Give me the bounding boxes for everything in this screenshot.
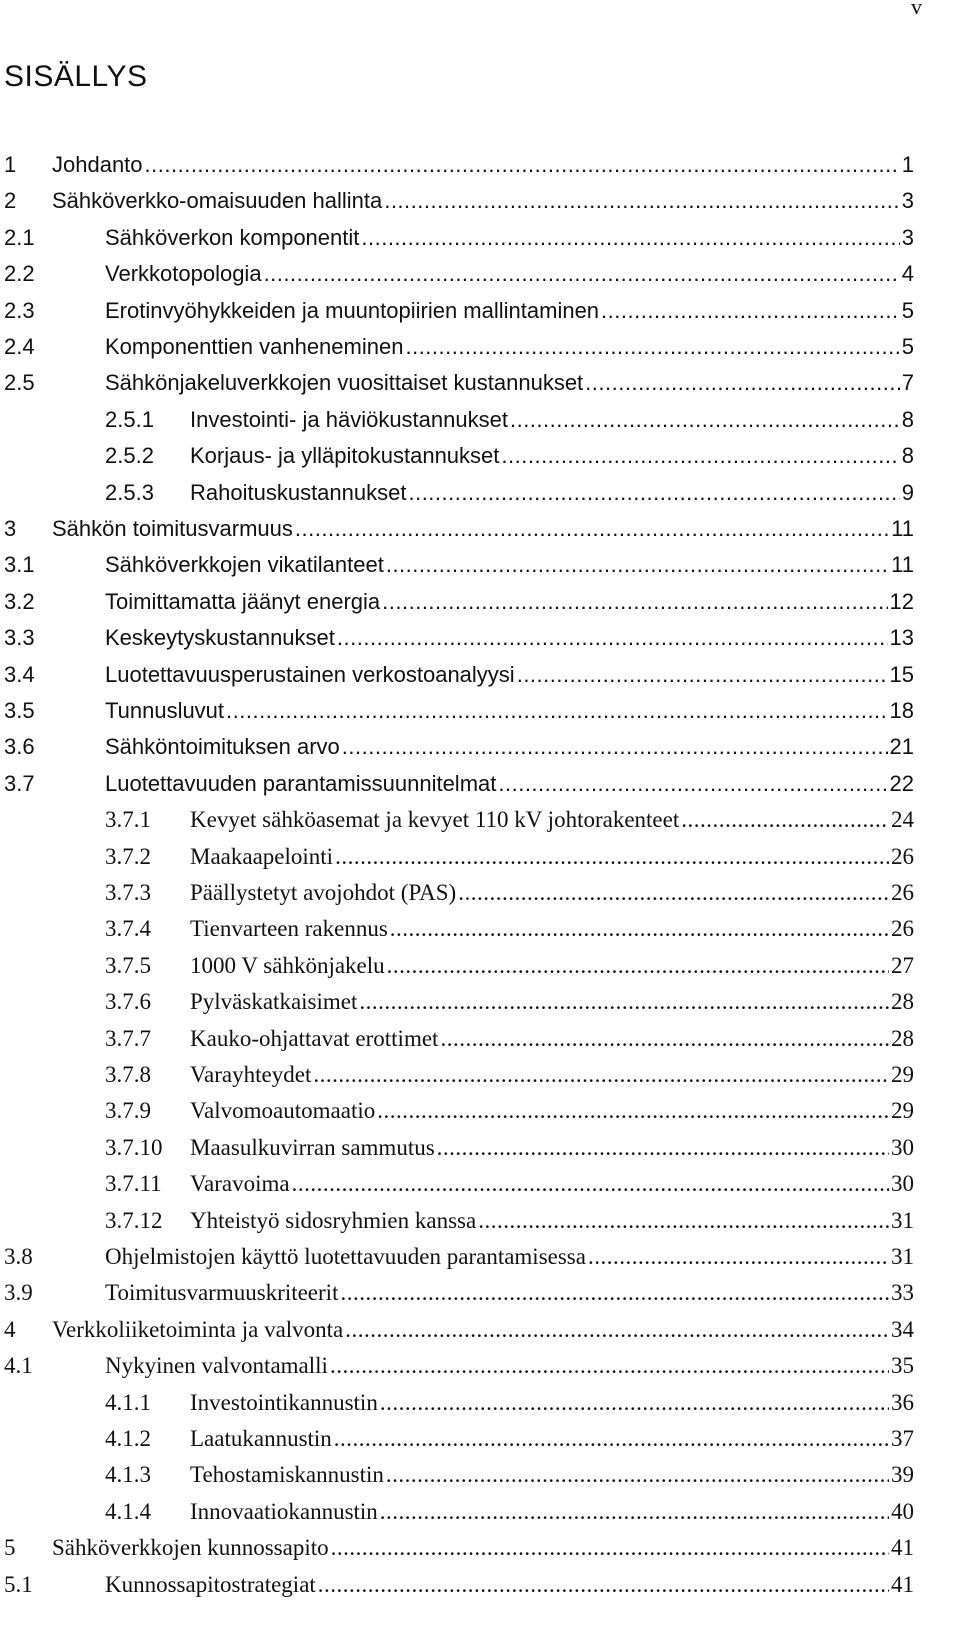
toc-entry-number: 3.4	[4, 662, 35, 687]
toc-entry-page[interactable]: 37	[891, 1426, 914, 1451]
toc-entry-page[interactable]: 8	[901, 407, 914, 432]
dot-leader	[508, 403, 900, 437]
toc-entry-page[interactable]: 27	[891, 953, 914, 978]
toc-entry[interactable]	[0, 730, 914, 764]
toc-entry[interactable]	[0, 1458, 914, 1492]
toc-entry[interactable]	[0, 1022, 914, 1056]
toc-entry-line	[105, 767, 914, 801]
toc-entry-title[interactable]: Rahoituskustannukset	[190, 480, 407, 505]
toc-entry-page[interactable]: 3	[901, 225, 914, 250]
toc-entry-title[interactable]: Maasulkuvirran sammutus	[190, 1135, 435, 1160]
toc-entry-line	[105, 294, 914, 328]
toc-entry-page[interactable]: 12	[889, 589, 914, 614]
toc-entry-title[interactable]: Kevyet sähköasemat ja kevyet 110 kV johtorakenteet	[190, 807, 680, 832]
toc-entry[interactable]	[0, 148, 914, 182]
toc-entry-number: 3.7.5	[105, 953, 151, 978]
toc-entry-title[interactable]: Tienvarteen rakennus	[190, 916, 388, 941]
toc-entry-page[interactable]: 30	[891, 1171, 914, 1196]
toc-entry-title[interactable]: Korjaus- ja ylläpitokustannukset	[190, 443, 500, 468]
toc-entry[interactable]	[0, 1240, 914, 1274]
toc-entry-line	[190, 876, 914, 910]
toc-entry-page[interactable]: 5	[901, 334, 914, 359]
toc-entry-page[interactable]: 29	[891, 1098, 914, 1123]
dot-leader	[435, 1131, 889, 1165]
toc-entry[interactable]	[0, 548, 914, 582]
toc-entry-number: 4	[4, 1317, 16, 1342]
toc-entry-title[interactable]: Sähkönjakeluverkkojen vuosittaiset kustannukset	[105, 370, 584, 395]
toc-entry[interactable]	[0, 294, 914, 328]
page-number: v	[911, 0, 922, 19]
toc-entry-title[interactable]: Verkkotopologia	[105, 261, 262, 286]
toc-entry-number: 4.1.3	[105, 1462, 151, 1487]
toc-entry-number: 5	[4, 1535, 16, 1560]
dot-leader	[328, 1349, 889, 1383]
toc-heading: SISÄLLYS	[4, 60, 148, 93]
toc-entry-line	[190, 912, 914, 946]
toc-entry[interactable]	[0, 621, 914, 655]
toc-entry[interactable]	[0, 366, 914, 400]
toc-entry-line	[105, 366, 914, 400]
toc-entry-number: 2.5.3	[105, 480, 154, 505]
toc-entry-line	[190, 1131, 914, 1165]
toc-entry-page[interactable]: 5	[901, 298, 914, 323]
dot-leader	[583, 366, 900, 400]
toc-entry-page[interactable]: 33	[891, 1280, 914, 1305]
toc-entry[interactable]	[0, 1204, 914, 1238]
toc-entry[interactable]	[0, 1276, 914, 1310]
toc-entry-number: 3.7.2	[105, 844, 151, 869]
toc-entry-line	[190, 403, 914, 437]
toc-entry-page[interactable]: 3	[901, 188, 914, 213]
toc-entry-number: 3.2	[4, 589, 35, 614]
toc-entry-title[interactable]: Ohjelmistojen käyttö luotettavuuden parantamisessa	[105, 1244, 586, 1269]
toc-entry-title[interactable]: Valvomoautomaatio	[190, 1098, 376, 1123]
dot-leader	[385, 949, 889, 983]
dot-leader	[262, 257, 900, 291]
dot-leader	[586, 1240, 889, 1274]
toc-entry-title[interactable]: Verkkoliiketoiminta ja valvonta	[52, 1317, 344, 1342]
toc-entry-title[interactable]: Johdanto	[52, 152, 143, 177]
dot-leader	[333, 840, 889, 874]
toc-entry-line	[190, 949, 914, 983]
toc-entry[interactable]	[0, 221, 914, 255]
toc-entry-title[interactable]: Sähköverkkojen vikatilanteet	[105, 552, 384, 577]
toc-entry-title[interactable]: 1000 V sähkönjakelu	[190, 953, 385, 978]
toc-entry-title[interactable]: Päällystetyt avojohdot (PAS)	[190, 880, 457, 905]
toc-entry-number: 3.7.1	[105, 807, 151, 832]
toc-entry-title[interactable]: Investointi- ja häviökustannukset	[190, 407, 508, 432]
toc-entry-number: 3.7.11	[105, 1171, 162, 1196]
toc-entry-line	[190, 1495, 914, 1529]
dot-leader	[438, 1022, 889, 1056]
toc-entry-line	[105, 1240, 914, 1274]
toc-entry-title[interactable]: Luotettavuuden parantamissuunnitelmat	[105, 771, 497, 796]
toc-entry[interactable]	[0, 876, 914, 910]
toc-entry-number: 2.1	[4, 225, 35, 250]
toc-entry-line	[190, 1204, 914, 1238]
toc-entry-line	[190, 1386, 914, 1420]
dot-leader	[515, 658, 888, 692]
toc-entry-line	[190, 1458, 914, 1492]
toc-entry-title[interactable]: Pylväskatkaisimet	[190, 989, 358, 1014]
toc-entry[interactable]	[0, 658, 914, 692]
toc-entry-line	[105, 658, 914, 692]
toc-entry-line	[190, 1094, 914, 1128]
dot-leader	[338, 1276, 889, 1310]
dot-leader	[384, 548, 889, 582]
toc-entry-number: 3.7.10	[105, 1135, 163, 1160]
toc-entry-line	[190, 476, 914, 510]
dot-leader	[359, 221, 899, 255]
dot-leader	[293, 512, 889, 546]
dot-leader	[340, 730, 888, 764]
dot-leader	[375, 1094, 889, 1128]
toc-entry-title[interactable]: Innovaatiokannustin	[190, 1499, 378, 1524]
toc-entry-title[interactable]: Sähkön toimitusvarmuus	[52, 516, 293, 541]
toc-entry-page[interactable]: 1	[901, 152, 914, 177]
toc-entry-page[interactable]: 41	[891, 1535, 914, 1560]
toc-entry-line	[105, 1568, 914, 1602]
toc-entry-number: 5.1	[4, 1572, 33, 1597]
toc-entry-line	[52, 1531, 914, 1565]
toc-entry-page[interactable]: 24	[891, 807, 914, 832]
dot-leader	[332, 1422, 889, 1456]
toc-entry-title[interactable]: Sähköverkon komponentit	[105, 225, 360, 250]
dot-leader	[384, 1458, 889, 1492]
toc-entry[interactable]	[0, 403, 914, 437]
dot-leader	[380, 585, 887, 619]
toc-entry[interactable]	[0, 330, 914, 364]
dot-leader	[316, 1568, 889, 1602]
toc-entry-line	[52, 184, 914, 218]
toc-entry-number: 2.2	[4, 261, 35, 286]
toc-entry-page[interactable]: 40	[891, 1499, 914, 1524]
toc-entry-title[interactable]: Sähköntoimituksen arvo	[105, 734, 340, 759]
toc-entry[interactable]	[0, 1386, 914, 1420]
toc-entry-page[interactable]: 29	[891, 1062, 914, 1087]
toc-entry-number: 3.7.6	[105, 989, 151, 1014]
toc-entry-line	[190, 840, 914, 874]
toc-entry-number: 2.5.1	[105, 407, 154, 432]
toc-entry-page[interactable]: 34	[891, 1317, 914, 1342]
toc-entry-line	[190, 439, 914, 473]
toc-entry-page[interactable]: 18	[889, 698, 914, 723]
toc-entry-line	[105, 257, 914, 291]
toc-entry-number: 1	[4, 152, 17, 177]
toc-entry[interactable]	[0, 840, 914, 874]
toc-entry-page[interactable]: 28	[891, 1026, 914, 1051]
toc-entry[interactable]	[0, 1422, 914, 1456]
toc-entry-line	[190, 1022, 914, 1056]
toc-entry[interactable]	[0, 585, 914, 619]
toc-entry-line	[190, 1422, 914, 1456]
toc-entry-number: 3.7.3	[105, 880, 151, 905]
toc-entry-number: 2.3	[4, 298, 35, 323]
toc-entry-page[interactable]: 26	[891, 844, 914, 869]
toc-entry-title[interactable]: Tunnusluvut	[105, 698, 225, 723]
toc-entry-line	[105, 221, 914, 255]
toc-entry-line	[190, 803, 914, 837]
toc-entry-line	[105, 1349, 914, 1383]
dot-leader	[599, 294, 900, 328]
toc-entry-line	[105, 621, 914, 655]
dot-leader	[499, 439, 899, 473]
toc-entry-title[interactable]: Nykyinen valvontamalli	[105, 1353, 328, 1378]
toc-entry-line	[52, 1313, 914, 1347]
dot-leader	[311, 1058, 889, 1092]
dot-leader	[388, 912, 889, 946]
toc-entry-page[interactable]: 35	[891, 1353, 914, 1378]
toc-entry-page[interactable]: 30	[891, 1135, 914, 1160]
dot-leader	[357, 985, 889, 1019]
toc-entry-number: 3.7.12	[105, 1208, 163, 1233]
toc-entry[interactable]	[0, 439, 914, 473]
toc-entry[interactable]	[0, 803, 914, 837]
toc-entry-page[interactable]: 39	[891, 1462, 914, 1487]
toc-entry[interactable]	[0, 257, 914, 291]
toc-entry[interactable]	[0, 1167, 914, 1201]
toc-entry-page[interactable]: 15	[889, 662, 914, 687]
toc-entry[interactable]	[0, 184, 914, 218]
toc-entry-line	[105, 1276, 914, 1310]
toc-entry[interactable]	[0, 912, 914, 946]
toc-entry-line	[52, 512, 914, 546]
toc-entry-page[interactable]: 8	[901, 443, 914, 468]
dot-leader	[343, 1313, 889, 1347]
toc-entry-page[interactable]: 41	[891, 1572, 914, 1597]
toc-entry-number: 3.7.7	[105, 1026, 151, 1051]
toc-entry[interactable]	[0, 949, 914, 983]
toc-entry-page[interactable]: 31	[891, 1208, 914, 1233]
toc-entry-page[interactable]: 26	[891, 916, 914, 941]
toc-entry-title[interactable]: Erotinvyöhykkeiden ja muuntopiirien mallintaminen	[105, 298, 600, 323]
toc-entry[interactable]	[0, 1531, 914, 1565]
dot-leader	[496, 767, 887, 801]
toc-entry-number: 4.1.2	[105, 1426, 151, 1451]
toc-entry-page[interactable]: 22	[889, 771, 914, 796]
toc-entry[interactable]	[0, 985, 914, 1019]
dot-leader	[476, 1204, 889, 1238]
toc-entry-page[interactable]: 36	[891, 1390, 914, 1415]
toc-entry-title[interactable]: Komponenttien vanheneminen	[105, 334, 404, 359]
toc-entry-line	[52, 148, 914, 182]
toc-entry[interactable]	[0, 1313, 914, 1347]
toc-entry-title[interactable]: Luotettavuusperustainen verkostoanalyysi	[105, 662, 515, 687]
toc-entry[interactable]	[0, 767, 914, 801]
dot-leader	[329, 1531, 889, 1565]
toc-entry-number: 3.9	[4, 1280, 33, 1305]
toc-entry-page[interactable]: 7	[901, 370, 914, 395]
toc-entry-title[interactable]: Kauko-ohjattavat erottimet	[190, 1026, 439, 1051]
toc-entry-page[interactable]: 4	[901, 261, 914, 286]
toc-entry-title[interactable]: Laatukannustin	[190, 1426, 332, 1451]
toc-entry-number: 3.1	[4, 552, 35, 577]
dot-leader	[456, 876, 889, 910]
toc-entry-title[interactable]: Kunnossapitostrategiat	[105, 1572, 316, 1597]
toc-entry-number: 2.5	[4, 370, 35, 395]
dot-leader	[290, 1167, 889, 1201]
toc-entry-title[interactable]: Sähköverkko-omaisuuden hallinta	[52, 188, 383, 213]
toc-entry-number: 4.1.4	[105, 1499, 151, 1524]
toc-entry[interactable]	[0, 1094, 914, 1128]
toc-entry-number: 2.5.2	[105, 443, 154, 468]
toc-entry-title[interactable]: Toimitusvarmuuskriteerit	[105, 1280, 339, 1305]
toc-entry-page[interactable]: 11	[891, 516, 914, 541]
toc-entry-title[interactable]: Maakaapelointi	[190, 844, 334, 869]
toc-entry[interactable]	[0, 1568, 914, 1602]
toc-entry-page[interactable]: 11	[891, 552, 914, 577]
toc-entry-line	[105, 585, 914, 619]
toc-entry-line	[105, 730, 914, 764]
toc-entry-page[interactable]: 31	[891, 1244, 914, 1269]
dot-leader	[378, 1495, 889, 1529]
toc-entry-page[interactable]: 9	[901, 480, 914, 505]
toc-entry-line	[190, 985, 914, 1019]
dot-leader	[224, 694, 887, 728]
toc-entry-number: 3.6	[4, 734, 35, 759]
toc-entry-number: 3.7.4	[105, 916, 151, 941]
toc-entry-number: 3.3	[4, 625, 35, 650]
dot-leader	[403, 330, 899, 364]
dot-leader	[679, 803, 889, 837]
dot-leader	[406, 476, 899, 510]
toc-entry-page[interactable]: 21	[889, 734, 914, 759]
toc-entry-title[interactable]: Varavoima	[190, 1171, 290, 1196]
dot-leader	[378, 1386, 889, 1420]
toc-entry-number: 4.1	[4, 1353, 33, 1378]
toc-entry-line	[190, 1058, 914, 1092]
toc-entry-title[interactable]: Yhteistyö sidosryhmien kanssa	[190, 1208, 477, 1233]
toc-entry-page[interactable]: 28	[891, 989, 914, 1014]
toc-entry-line	[105, 548, 914, 582]
toc-entry-title[interactable]: Keskeytyskustannukset	[105, 625, 335, 650]
toc-entry-number: 3	[4, 516, 17, 541]
toc-entry[interactable]	[0, 1131, 914, 1165]
toc-entry-number: 3.7	[4, 771, 35, 796]
toc-entry[interactable]	[0, 694, 914, 728]
dot-leader	[143, 148, 900, 182]
toc-entry[interactable]	[0, 512, 914, 546]
toc-entry-number: 3.7.9	[105, 1098, 151, 1123]
toc-entry-title[interactable]: Varayhteydet	[190, 1062, 312, 1087]
toc-entry-number: 2.4	[4, 334, 35, 359]
toc-entry-line	[190, 1167, 914, 1201]
toc-entry[interactable]	[0, 1495, 914, 1529]
toc-entry-number: 4.1.1	[105, 1390, 151, 1415]
toc-entry-number: 2	[4, 188, 17, 213]
toc-entry[interactable]	[0, 476, 914, 510]
toc-entry-title[interactable]: Sähköverkkojen kunnossapito	[52, 1535, 329, 1560]
toc-entry[interactable]	[0, 1058, 914, 1092]
toc-entry-title[interactable]: Investointikannustin	[190, 1390, 378, 1415]
toc-entry-line	[105, 694, 914, 728]
toc-entry-title[interactable]: Tehostamiskannustin	[190, 1462, 384, 1487]
toc-entry-number: 3.7.8	[105, 1062, 151, 1087]
toc-entry-number: 3.8	[4, 1244, 33, 1269]
toc-entry-page[interactable]: 13	[889, 625, 914, 650]
toc-entry-title[interactable]: Toimittamatta jäänyt energia	[105, 589, 381, 614]
toc-entry[interactable]	[0, 1349, 914, 1383]
toc-entry-number: 3.5	[4, 698, 35, 723]
dot-leader	[382, 184, 900, 218]
toc-entry-line	[105, 330, 914, 364]
dot-leader	[335, 621, 888, 655]
toc-entry-page[interactable]: 26	[891, 880, 914, 905]
